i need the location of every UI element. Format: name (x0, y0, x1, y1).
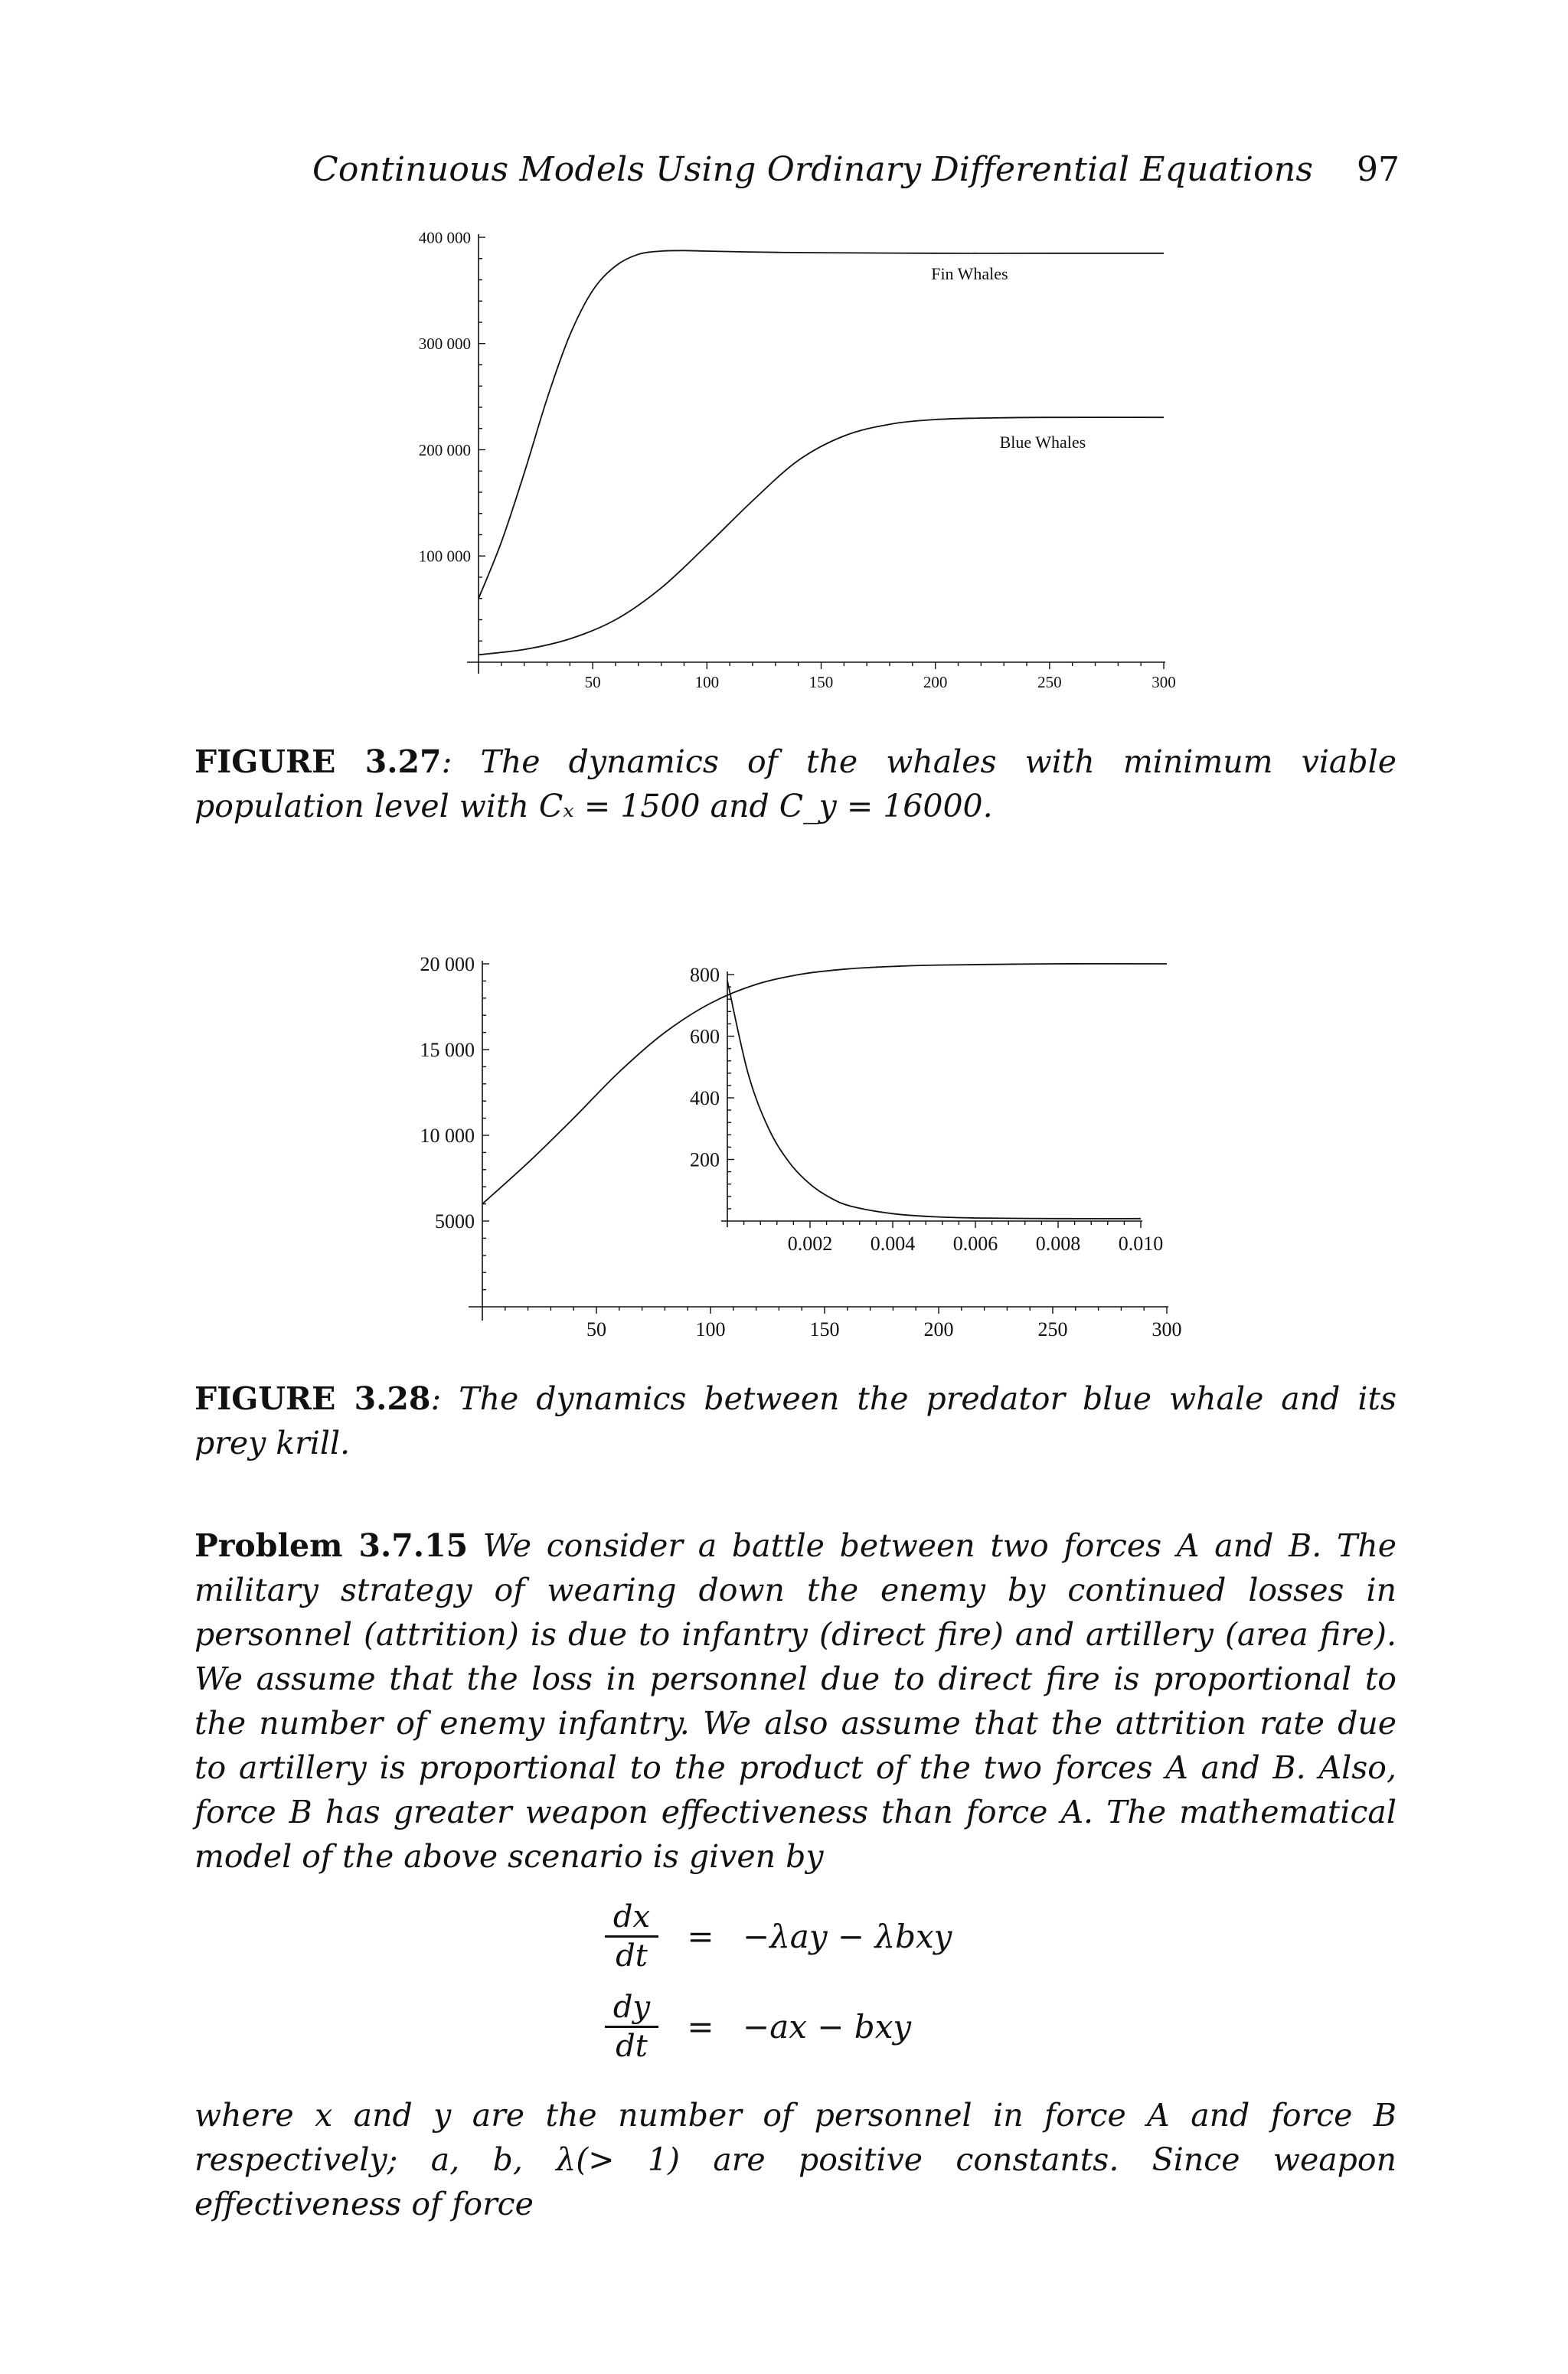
krill-inset-plot (690, 964, 1163, 1255)
x-tick-label: 200 (923, 673, 948, 691)
equation-dx-dt (605, 1891, 952, 1981)
problem-3-7-15 (194, 1523, 1396, 1879)
numerator: dx (605, 1899, 658, 1938)
x-tick-label: 250 (1037, 1318, 1068, 1340)
y-tick-label: 15 000 (420, 1039, 475, 1062)
figure-3-27-caption (194, 740, 1396, 828)
problem-text: We consider a battle between two forces A and B. The military strategy of wearing down the enemy by continued losses in personnel (attrition) is due to infantry (direct fire) and artillery (area fire). We assume that the loss in personnel due to direct fire is proportional to the number of enemy infantry. We also assume that the attrition rate due to artillery is proportional to the product of the two forces A and B. Also, force B has greater weapon effectiveness than force A. The mathematical model of the above scenario is given by (194, 1527, 1396, 1875)
right-hand-side: −ax − bxy (743, 2007, 912, 2046)
differential-equations (605, 1891, 952, 2072)
figure-label: FIGURE 3.28 (194, 1380, 431, 1417)
equals-sign: = (687, 2007, 714, 2046)
figure-3-28-caption (194, 1376, 1396, 1465)
figure-text: : The dynamics between the predator blue whale and its prey krill. (194, 1380, 1396, 1461)
krill-main-plot (420, 953, 1182, 1340)
whales-plot (419, 228, 1176, 691)
x-tick-label: 0.004 (870, 1233, 916, 1255)
figure-label: FIGURE 3.27 (194, 743, 442, 780)
y-tick-label: 10 000 (420, 1125, 475, 1148)
x-tick-label: 300 (1152, 1318, 1182, 1340)
x-tick-label: 300 (1152, 673, 1176, 691)
y-tick-label: 5000 (435, 1210, 475, 1233)
y-tick-label: 300 000 (418, 335, 471, 354)
figure-text: : The dynamics of the whales with minimum viable population level with Cₓ = 1500 and C_y = 16000. (194, 743, 1396, 825)
x-tick-label: 150 (808, 673, 834, 691)
denominator: dt (616, 2028, 648, 2064)
y-tick-label: 200 (690, 1148, 720, 1171)
page-number: 97 (1357, 150, 1400, 189)
x-tick-label: 150 (809, 1318, 840, 1340)
series-line (479, 250, 1164, 599)
x-tick-label: 0.002 (787, 1233, 833, 1255)
y-tick-label: 800 (690, 964, 720, 987)
x-tick-label: 0.006 (952, 1233, 998, 1255)
y-tick-label: 100 000 (418, 547, 471, 566)
x-tick-label: 100 (695, 1318, 726, 1340)
continuation-paragraph: where x and y are the number of personnel in force A and force B respectively; a, b, λ(> 1) are positive constants. Since weapon effectiveness of force (194, 2097, 1396, 2222)
x-tick-label: 0.008 (1035, 1233, 1081, 1255)
equals-sign: = (687, 1917, 714, 1955)
series-line (482, 964, 1167, 1204)
y-tick-label: 200 000 (418, 440, 471, 459)
denominator: dt (616, 1938, 648, 1974)
y-tick-label: 20 000 (420, 953, 475, 976)
y-tick-label: 400 (690, 1087, 720, 1110)
whale-krill-chart (413, 865, 1202, 1347)
numerator: dy (605, 1989, 658, 2028)
derivative-fraction (605, 1989, 658, 2065)
x-tick-label: 250 (1037, 673, 1062, 691)
whales-chart (418, 226, 1194, 700)
x-tick-label: 200 (923, 1318, 954, 1340)
derivative-fraction (605, 1899, 658, 1974)
series-label: Blue Whales (999, 433, 1086, 452)
x-tick-label: 0.010 (1118, 1233, 1164, 1255)
equation-dy-dt (605, 1981, 952, 2072)
series-line (479, 417, 1164, 655)
y-tick-label: 600 (690, 1025, 720, 1048)
right-hand-side: −λay − λbxy (743, 1917, 952, 1955)
running-header: Continuous Models Using Ordinary Differential Equations (312, 150, 1314, 189)
y-tick-label: 400 000 (418, 228, 471, 247)
problem-label: Problem 3.7.15 (194, 1527, 469, 1564)
series-label: Fin Whales (931, 263, 1008, 283)
x-tick-label: 50 (586, 1318, 606, 1340)
x-tick-label: 50 (584, 673, 601, 691)
series-line (727, 981, 1141, 1219)
x-tick-label: 100 (694, 673, 720, 691)
